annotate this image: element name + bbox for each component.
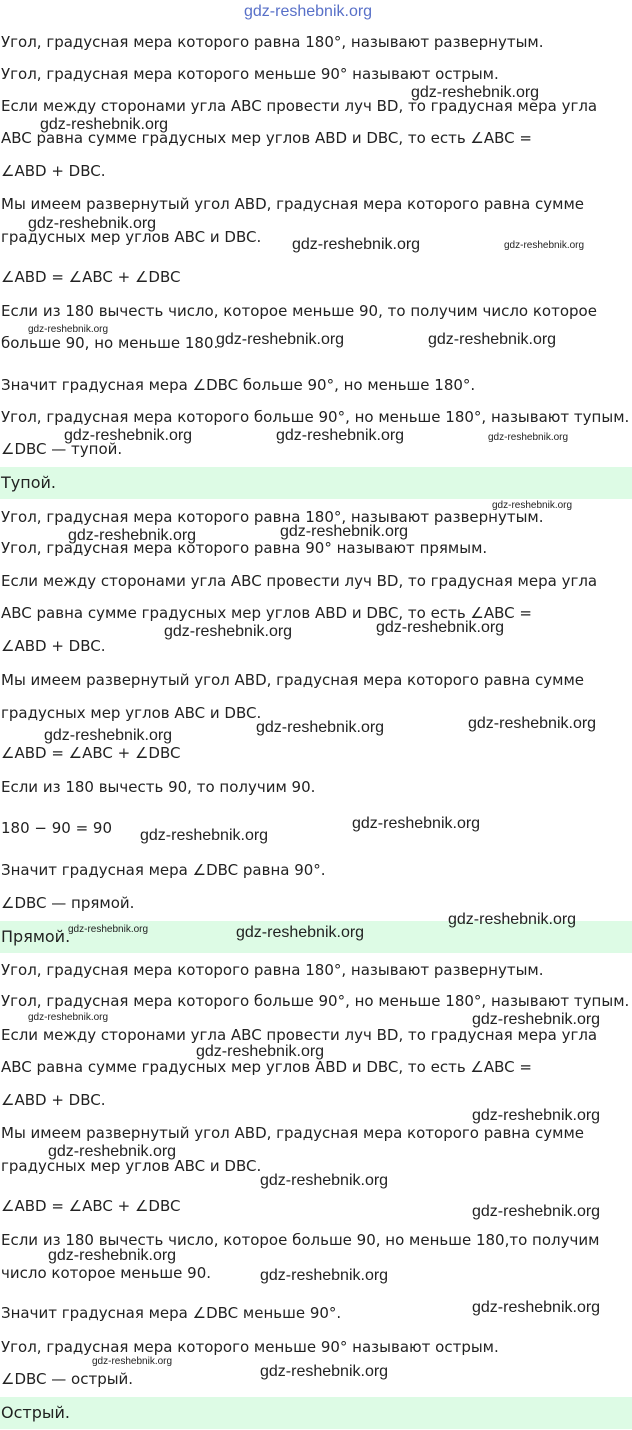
watermark: gdz-reshebnik.org [92, 1356, 173, 1367]
section2-line8: ∠ABD = ∠ABC + ∠DBC [1, 744, 181, 762]
section1-line11: Значит градусная мера ∠DBC больше 90°, но меньше 180°. [1, 376, 476, 394]
watermark: gdz-reshebnik.org [472, 1203, 601, 1220]
section3-line12: Угол, градусная мера которого меньше 90° называют острым. [1, 1338, 499, 1356]
section2-line9: Если из 180 вычесть 90, то получим 90. [1, 778, 316, 796]
section3-line8: ∠ABD = ∠ABC + ∠DBC [1, 1197, 181, 1215]
section2-line7: градусных мер углов ABC и DBC. [1, 704, 262, 722]
section1-line5: ∠ABD + DBC. [1, 162, 106, 180]
watermark: gdz-reshebnik.org [28, 324, 109, 335]
section1-answer: Тупой. [0, 467, 632, 499]
watermark: gdz-reshebnik.org [196, 1043, 325, 1060]
section3-line9: Если из 180 вычесть число, которое больше 90, но меньше 180,то получим [1, 1231, 600, 1249]
watermark: gdz-reshebnik.org [352, 815, 481, 832]
watermark: gdz-reshebnik.org [276, 427, 405, 444]
section1-line3: Если между сторонами угла ABC провести луч BD, то градусная мера угла [1, 97, 598, 115]
section2-line11: Значит градусная мера ∠DBC равна 90°. [1, 861, 326, 879]
section3-line11: Значит градусная мера ∠DBC меньше 90°. [1, 1304, 342, 1322]
watermark: gdz-reshebnik.org [504, 240, 585, 251]
watermark: gdz-reshebnik.org [48, 1143, 177, 1160]
watermark: gdz-reshebnik.org [472, 1107, 601, 1124]
section1-line13: ∠DBC — тупой. [1, 440, 123, 458]
section1-line4: ABC равна сумме градусных мер углов ABD и DBC, то есть ∠ABC = [1, 129, 532, 147]
section1-line2: Угол, градусная мера которого меньше 90° называют острым. [1, 65, 499, 83]
watermark: gdz-reshebnik.org [256, 719, 385, 736]
section1-line9: Если из 180 вычесть число, которое меньше 90, то получим число которое [1, 302, 597, 320]
watermark: gdz-reshebnik.org [216, 331, 345, 348]
watermark: gdz-reshebnik.org [376, 619, 505, 636]
section1-line1: Угол, градусная мера которого равна 180°, называют развернутым. [1, 33, 544, 51]
watermark: gdz-reshebnik.org [472, 1299, 601, 1316]
section2-line1: Угол, градусная мера которого равна 180°, называют развернутым. [1, 508, 544, 526]
section2-line5: ∠ABD + DBC. [1, 637, 106, 655]
section3-line7: градусных мер углов ABC и DBC. [1, 1157, 262, 1175]
watermark: gdz-reshebnik.org [28, 1012, 109, 1023]
site-header-watermark[interactable]: gdz-reshebnik.org [244, 3, 373, 20]
watermark: gdz-reshebnik.org [140, 827, 269, 844]
watermark: gdz-reshebnik.org [68, 924, 149, 935]
section2-line12: ∠DBC — прямой. [1, 894, 135, 912]
watermark: gdz-reshebnik.org [68, 527, 197, 544]
section2-line2: Угол, градусная мера которого равна 90° называют прямым. [1, 539, 488, 557]
section3-answer: Острый. [0, 1397, 632, 1429]
watermark: gdz-reshebnik.org [448, 911, 577, 928]
watermark: gdz-reshebnik.org [472, 1011, 601, 1028]
watermark: gdz-reshebnik.org [164, 623, 293, 640]
section3-line13: ∠DBC — острый. [1, 1370, 134, 1388]
watermark: gdz-reshebnik.org [411, 84, 540, 101]
section3-line4: ABC равна сумме градусных мер углов ABD и DBC, то есть ∠ABC = [1, 1058, 532, 1076]
section3-line5: ∠ABD + DBC. [1, 1091, 106, 1109]
section3-line6: Мы имеем развернутый угол ABD, градусная мера которого равна сумме [1, 1124, 585, 1142]
watermark: gdz-reshebnik.org [292, 236, 421, 253]
watermark: gdz-reshebnik.org [260, 1267, 389, 1284]
section2-line6: Мы имеем развернутый угол ABD, градусная мера которого равна сумме [1, 671, 585, 689]
section2-line4: ABC равна сумме градусных мер углов ABD и DBC, то есть ∠ABC = [1, 604, 532, 622]
section1-line12: Угол, градусная мера которого больше 90°, но меньше 180°, называют тупым. [1, 408, 630, 426]
watermark: gdz-reshebnik.org [488, 432, 569, 443]
watermark: gdz-reshebnik.org [48, 1247, 177, 1264]
watermark: gdz-reshebnik.org [40, 116, 169, 133]
watermark: gdz-reshebnik.org [492, 500, 573, 511]
section1-line10: больше 90, но меньше 180. [1, 334, 219, 352]
section2-line3: Если между сторонами угла ABC провести луч BD, то градусная мера угла [1, 572, 598, 590]
watermark: gdz-reshebnik.org [28, 215, 157, 232]
section1-line6: Мы имеем развернутый угол ABD, градусная мера которого равна сумме [1, 195, 585, 213]
watermark: gdz-reshebnik.org [260, 1172, 389, 1189]
watermark: gdz-reshebnik.org [64, 427, 193, 444]
watermark: gdz-reshebnik.org [280, 523, 409, 540]
section2-answer: Прямой. [0, 921, 632, 953]
section3-line3: Если между сторонами угла ABC провести луч BD, то градусная мера угла [1, 1026, 598, 1044]
section3-line1: Угол, градусная мера которого равна 180°, называют развернутым. [1, 961, 544, 979]
watermark: gdz-reshebnik.org [468, 715, 597, 732]
section1-line7: градусных мер углов ABC и DBC. [1, 228, 262, 246]
section1-line8: ∠ABD = ∠ABC + ∠DBC [1, 268, 181, 286]
section2-line10: 180 − 90 = 90 [1, 819, 113, 837]
watermark: gdz-reshebnik.org [260, 1363, 389, 1380]
watermark: gdz-reshebnik.org [236, 924, 365, 941]
section3-line2: Угол, градусная мера которого больше 90°, но меньше 180°, называют тупым. [1, 992, 630, 1010]
watermark: gdz-reshebnik.org [44, 727, 173, 744]
section3-line10: число которое меньше 90. [1, 1264, 212, 1282]
watermark: gdz-reshebnik.org [428, 331, 557, 348]
